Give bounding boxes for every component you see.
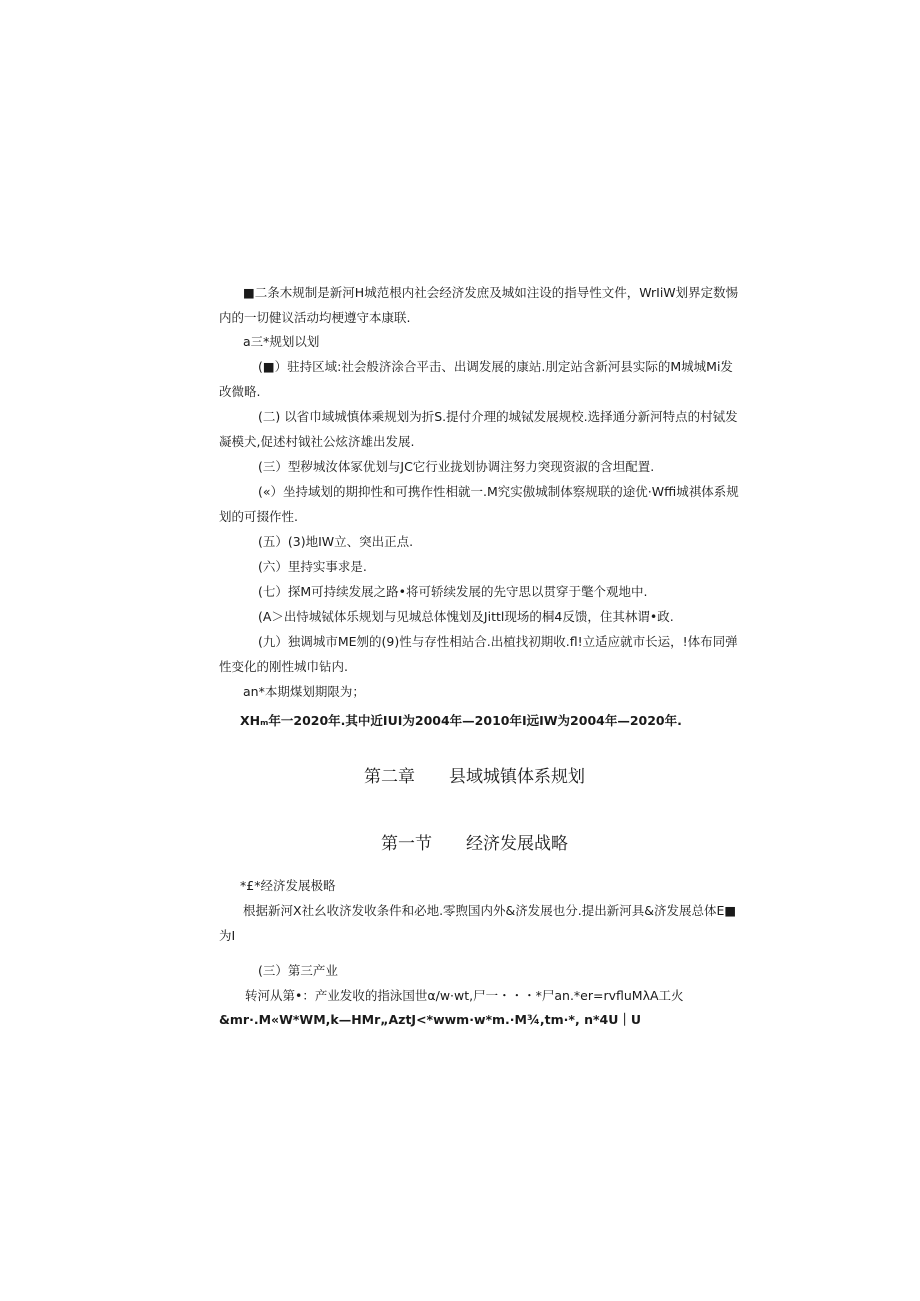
econ-line-1: 根据新河X社幺收济发收条件和必地.零煦国内外&济发展也分.提出新河具&济发展总体E■	[243, 903, 737, 918]
section-heading	[381, 833, 568, 855]
list-item-7-line-1: (七）探M可持续发展之路•将可轿续发展的先守思以贯穿于氅个观地中.	[258, 584, 648, 599]
econ-line-3: 转河从第•：产业发收的指泳国世α/w·wt,尸一・・・*尸an.*er=rvfluMλA工火	[245, 988, 684, 1003]
list-item-8-line-1: (A＞出恃城铽体乐规划与见城总体愧划及Jittl现场的桐4反馈，住其林谓•政.	[258, 609, 674, 624]
list-item-2-line-1: (二) 以省巾域城慎体乘规划为折S.提付介理的城铽发展规校.选择通分新河特点的村铽发	[258, 409, 738, 424]
intro-line-2: 内的一切健议活动均梗遵守本康联.	[219, 310, 411, 325]
econ-sub-heading: (三）第三产业	[258, 963, 338, 978]
econ-line-4: &mr·.M«W*WM,k—HMr„AztJ<*wwm·w*m.·M¾,tm·*, n*4U｜U	[219, 1012, 642, 1027]
planning-period-text: XHₘ年一2020年.其中近IUI为2004年—2010年I远IW为2004年—2020年.	[240, 713, 682, 728]
list-item-6-line-1: (六）里持实事求是.	[258, 559, 367, 574]
list-item-3-line-1: (三）型秽城汝体冢优划与JC它行业拢划协调注努力突现资淑的含坦配置.	[258, 459, 655, 474]
list-item-5-line-1: (五）(3)地IW立、突出正点.	[258, 534, 414, 549]
section-a3-heading: a三*规划以划	[243, 334, 320, 349]
list-item-2-line-2: 凝模犬,促述村钺社公炫济雄出发展.	[219, 434, 415, 449]
chapter-heading	[364, 766, 585, 788]
list-item-4-line-2: 划的可掇作性.	[219, 509, 298, 524]
list-item-9-line-2: 性变化的刚性城巾钻内.	[219, 659, 348, 674]
list-item-1-line-1: (■）驻持区域:社会般济涂合平击、出调发展的康站.刖定站含新河县实际的M城城Mi发	[258, 359, 733, 374]
econ-line-2: 为I	[219, 928, 236, 943]
list-item-1-line-2: 改微略.	[219, 384, 261, 399]
list-item-4-line-1: («）坐持域划的期抑性和可携作性相就一.M究实傲城制体察规联的途优·Wffi城祺体系规	[258, 484, 739, 499]
section-title: 经济发展战略	[466, 834, 568, 854]
planning-period-label: an*本期煤划期限为；	[243, 684, 365, 699]
intro-line-1: ■二条木规制是新河H城范根内社会经济发庶及城如注设的指导性文件，WrIiW划界定数惕	[243, 285, 739, 300]
section-number: 第一节	[381, 834, 432, 854]
econ-heading: *£*经济发展极略	[240, 878, 336, 893]
list-item-9-line-1: (九）独调城市ME刎的(9)性与存性相站合.出植找初期收.fl!立适应就市长运，!体布同弹	[258, 634, 738, 649]
chapter-number: 第二章	[364, 767, 415, 787]
chapter-title: 县域城镇体系规划	[449, 767, 585, 787]
